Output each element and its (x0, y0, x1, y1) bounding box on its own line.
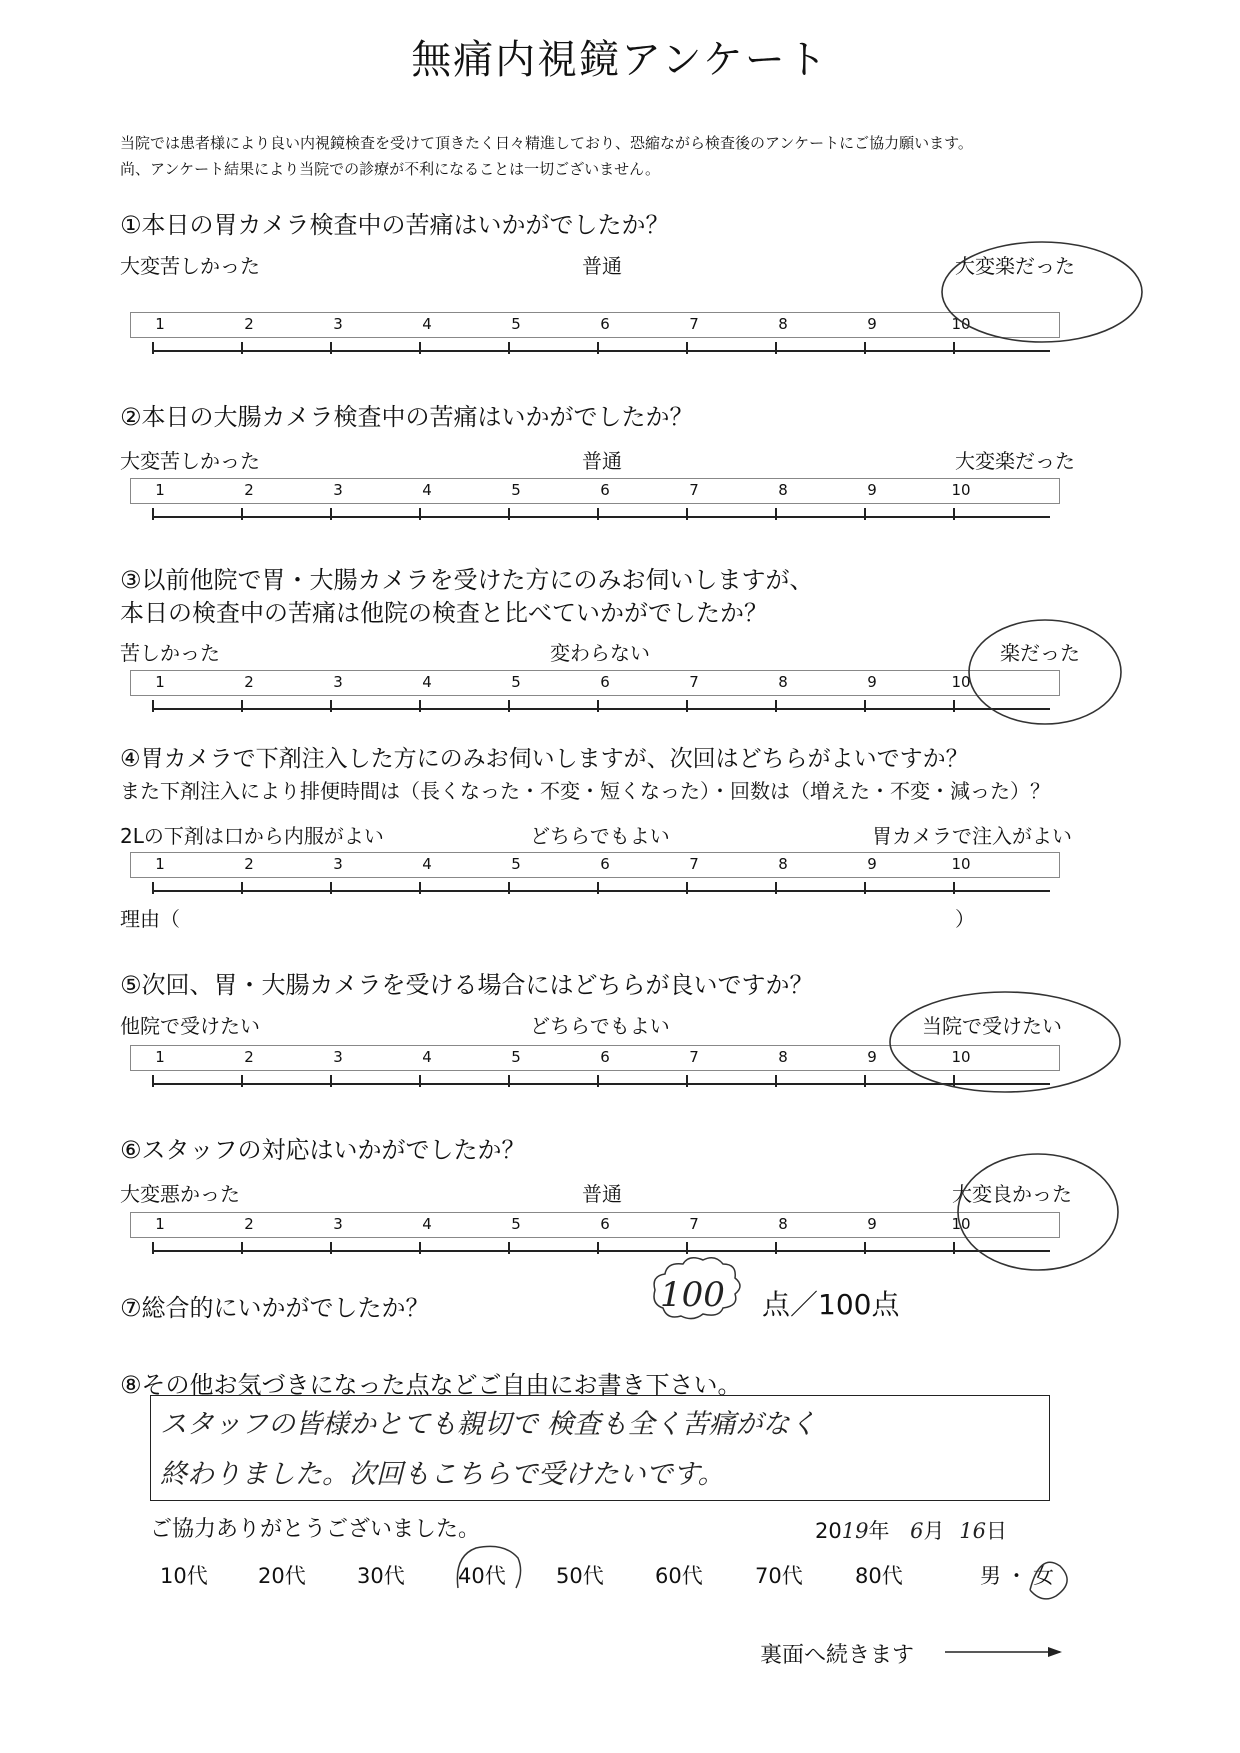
scale-tick (953, 882, 955, 894)
scale-tick (953, 1242, 955, 1254)
q2-rating-scale[interactable] (130, 478, 1060, 534)
q6-right-label: 大変良かった (952, 1182, 1072, 1206)
age-option[interactable]: 20代 (258, 1564, 306, 1588)
date-day-label: 日 (985, 1519, 1007, 1543)
scale-box (130, 1045, 1060, 1071)
q2-mid-label: 普通 (582, 449, 622, 473)
scale-number-10[interactable]: 10 (951, 315, 971, 333)
scale-tick (953, 342, 955, 354)
scale-tick (508, 700, 510, 712)
page-title: 無痛内視鏡アンケート (411, 37, 829, 83)
scale-number-6[interactable]: 6 (600, 1215, 610, 1233)
scale-number-8[interactable]: 8 (778, 481, 788, 499)
thanks-text: ご協力ありがとうございました。 (150, 1517, 481, 1542)
q5-right-label: 当院で受けたい (922, 1014, 1062, 1038)
q4-reason-label: 理由（ (120, 907, 180, 931)
scale-tick (953, 700, 955, 712)
scale-tick (241, 1075, 243, 1087)
scale-axis-line (152, 890, 1050, 892)
scale-axis-line (152, 1250, 1050, 1252)
gender-separator: ・ (1006, 1564, 1027, 1588)
scale-number-7[interactable]: 7 (689, 1215, 699, 1233)
scale-number-4[interactable]: 4 (422, 855, 432, 873)
scale-number-9[interactable]: 9 (867, 481, 877, 499)
scale-tick (419, 1242, 421, 1254)
date-field[interactable] (815, 1515, 1007, 1545)
scale-tick (508, 1075, 510, 1087)
comment-line-2: 終わりました。次回もこちらで受けたいです。 (160, 1459, 725, 1490)
scale-number-5[interactable]: 5 (511, 1215, 521, 1233)
q4-reason-close: ） (955, 907, 975, 931)
question-3-line-2: 本日の検査中の苦痛は他院の検査と比べていかがでしたか？ (120, 599, 768, 627)
scale-tick (597, 882, 599, 894)
scale-tick (597, 700, 599, 712)
q1-right-label: 大変楽だった (955, 254, 1075, 278)
scale-number-1[interactable]: 1 (155, 1215, 165, 1233)
intro-line-1: 当院では患者様により良い内視鏡検査を受けて頂きたく日々精進しており、恐縮ながら検査後のアンケートにご協力願います。 (120, 134, 973, 152)
q3-rating-scale[interactable] (130, 670, 1060, 726)
scale-tick (686, 700, 688, 712)
date-year: 19 (841, 1519, 869, 1543)
scale-tick (241, 700, 243, 712)
date-month-label: 月 (923, 1519, 945, 1543)
q3-left-label: 苦しかった (120, 641, 220, 665)
q4-rating-scale[interactable] (130, 852, 1060, 908)
q6-rating-scale[interactable] (130, 1212, 1060, 1268)
scale-number-4[interactable]: 4 (422, 481, 432, 499)
scale-tick (686, 882, 688, 894)
question-1: ①本日の胃カメラ検査中の苦痛はいかがでしたか？ (120, 211, 670, 239)
scale-number-3[interactable]: 3 (333, 315, 343, 333)
q4-reason-field[interactable] (185, 905, 945, 929)
question-3-line-1: ③以前他院で胃・大腸カメラを受けた方にのみお伺いしますが、 (120, 566, 814, 594)
scale-number-1[interactable]: 1 (155, 481, 165, 499)
question-6: ⑥スタッフの対応はいかがでしたか？ (120, 1136, 526, 1164)
scale-box (130, 1212, 1060, 1238)
scale-axis-line (152, 350, 1050, 352)
scale-number-3[interactable]: 3 (333, 855, 343, 873)
scale-tick (330, 342, 332, 354)
scale-number-3[interactable]: 3 (333, 481, 343, 499)
scale-tick (686, 342, 688, 354)
scale-box (130, 478, 1060, 504)
scale-axis-line (152, 708, 1050, 710)
scale-tick (508, 342, 510, 354)
question-4-line-2: また下剤注入により排便時間は（長くなった・不変・短くなった）・回数は（増えた・不変・減った）？ (120, 779, 1050, 803)
scale-tick (775, 882, 777, 894)
scale-number-3[interactable]: 3 (333, 1215, 343, 1233)
scale-number-7[interactable]: 7 (689, 673, 699, 691)
scale-number-8[interactable]: 8 (778, 855, 788, 873)
question-5: ⑤次回、胃・大腸カメラを受ける場合にはどちらが良いですか？ (120, 971, 814, 999)
q1-left-label: 大変苦しかった (120, 254, 260, 278)
scale-number-4[interactable]: 4 (422, 1048, 432, 1066)
scale-number-2[interactable]: 2 (244, 481, 254, 499)
scale-tick (330, 700, 332, 712)
scale-number-10[interactable]: 10 (951, 673, 971, 691)
scale-number-6[interactable]: 6 (600, 1048, 610, 1066)
scale-number-9[interactable]: 9 (867, 673, 877, 691)
scale-tick (864, 700, 866, 712)
scale-tick (686, 1242, 688, 1254)
comment-line-1: スタッフの皆様かとても親切で 検査も全く苦痛がなく (160, 1409, 817, 1440)
scale-number-10[interactable]: 10 (951, 481, 971, 499)
scale-tick (775, 342, 777, 354)
scale-tick (953, 508, 955, 520)
date-year-prefix: 20 (815, 1519, 842, 1543)
scale-number-4[interactable]: 4 (422, 1215, 432, 1233)
age-option[interactable]: 10代 (160, 1564, 208, 1588)
scale-number-10[interactable]: 10 (951, 1215, 971, 1233)
age-option[interactable]: 50代 (556, 1564, 604, 1588)
scale-tick (419, 700, 421, 712)
scale-tick (152, 1075, 154, 1087)
scale-number-6[interactable]: 6 (600, 315, 610, 333)
scale-number-8[interactable]: 8 (778, 1048, 788, 1066)
age-option-selected[interactable]: 40代 (458, 1564, 506, 1588)
scale-number-3[interactable]: 3 (333, 1048, 343, 1066)
scale-number-2[interactable]: 2 (244, 315, 254, 333)
date-year-label: 年 (868, 1519, 890, 1543)
scale-tick (330, 1075, 332, 1087)
question-2: ②本日の大腸カメラ検査中の苦痛はいかがでしたか？ (120, 403, 694, 431)
scale-number-5[interactable]: 5 (511, 481, 521, 499)
q1-rating-scale[interactable] (130, 312, 1060, 368)
q6-left-label: 大変悪かった (120, 1182, 240, 1206)
scale-tick (508, 882, 510, 894)
q3-mid-label: 変わらない (550, 641, 650, 665)
scale-tick (330, 1242, 332, 1254)
gender-male[interactable]: 男 (980, 1564, 1001, 1588)
scale-tick (597, 342, 599, 354)
scale-tick (419, 342, 421, 354)
scale-tick (419, 508, 421, 520)
age-option[interactable]: 60代 (655, 1564, 703, 1588)
scale-number-1[interactable]: 1 (155, 1048, 165, 1066)
q5-rating-scale[interactable] (130, 1045, 1060, 1101)
scale-tick (419, 882, 421, 894)
question-8: ⑧その他お気づきになった点などご自由にお書き下さい。 (120, 1371, 742, 1399)
scale-tick (775, 508, 777, 520)
scale-tick (864, 508, 866, 520)
age-option[interactable]: 70代 (755, 1564, 803, 1588)
q6-mid-label: 普通 (582, 1182, 622, 1206)
scale-tick (864, 1242, 866, 1254)
scale-tick (864, 882, 866, 894)
age-option[interactable]: 30代 (357, 1564, 405, 1588)
scale-number-2[interactable]: 2 (244, 855, 254, 873)
scale-number-9[interactable]: 9 (867, 855, 877, 873)
scale-tick (241, 882, 243, 894)
scale-number-4[interactable]: 4 (422, 315, 432, 333)
scale-tick (330, 882, 332, 894)
q3-right-label: 楽だった (1000, 641, 1080, 665)
scale-tick (241, 1242, 243, 1254)
scale-number-1[interactable]: 1 (155, 315, 165, 333)
scale-tick (597, 1242, 599, 1254)
scale-number-9[interactable]: 9 (867, 315, 877, 333)
question-4-line-1: ④胃カメラで下剤注入した方にのみお伺いしますが、次回はどちらがよいですか？ (120, 746, 969, 772)
scale-tick (597, 508, 599, 520)
scale-tick (775, 700, 777, 712)
q7-score-handwritten[interactable]: 100 (660, 1275, 725, 1315)
scale-tick (508, 508, 510, 520)
scale-number-9[interactable]: 9 (867, 1215, 877, 1233)
scale-number-2[interactable]: 2 (244, 1048, 254, 1066)
scale-box (130, 312, 1060, 338)
scale-number-2[interactable]: 2 (244, 1215, 254, 1233)
scale-number-4[interactable]: 4 (422, 673, 432, 691)
scale-number-6[interactable]: 6 (600, 855, 610, 873)
q4-mid-label: どちらでもよい (530, 824, 670, 848)
q2-right-label: 大変楽だった (955, 449, 1075, 473)
scale-tick (775, 1075, 777, 1087)
q7-score-suffix: 点／100点 (762, 1288, 900, 1321)
q4-right-label: 胃カメラで注入がよい (872, 824, 1072, 848)
footer-arrow-head (1048, 1647, 1062, 1657)
age-option[interactable]: 80代 (855, 1564, 903, 1588)
scale-number-10[interactable]: 10 (951, 855, 971, 873)
scale-number-7[interactable]: 7 (689, 855, 699, 873)
scale-tick (686, 508, 688, 520)
intro-line-2: 尚、アンケート結果により当院での診療が不利になることは一切ございません。 (120, 160, 661, 178)
scale-tick (152, 1242, 154, 1254)
scale-axis-line (152, 516, 1050, 518)
scale-tick (330, 508, 332, 520)
scale-tick (241, 342, 243, 354)
date-month: 6 (910, 1519, 924, 1543)
scale-box (130, 852, 1060, 878)
scale-tick (152, 882, 154, 894)
footer-text: 裏面へ続きます (760, 1643, 915, 1668)
scale-number-2[interactable]: 2 (244, 673, 254, 691)
scale-number-8[interactable]: 8 (778, 315, 788, 333)
q2-left-label: 大変苦しかった (120, 449, 260, 473)
scale-box (130, 670, 1060, 696)
scale-tick (864, 342, 866, 354)
scale-number-5[interactable]: 5 (511, 315, 521, 333)
scale-tick (419, 1075, 421, 1087)
scale-number-7[interactable]: 7 (689, 481, 699, 499)
scale-tick (152, 508, 154, 520)
scale-tick (953, 1075, 955, 1087)
gender-female-selected[interactable]: 女 (1033, 1564, 1054, 1588)
q1-mid-label: 普通 (582, 254, 622, 278)
scale-number-7[interactable]: 7 (689, 315, 699, 333)
scale-number-7[interactable]: 7 (689, 1048, 699, 1066)
scale-tick (241, 508, 243, 520)
q5-left-label: 他院で受けたい (120, 1014, 260, 1038)
scale-tick (775, 1242, 777, 1254)
scale-number-6[interactable]: 6 (600, 673, 610, 691)
scale-number-8[interactable]: 8 (778, 1215, 788, 1233)
scale-tick (508, 1242, 510, 1254)
scale-tick (597, 1075, 599, 1087)
scale-tick (152, 700, 154, 712)
scale-tick (152, 342, 154, 354)
scale-number-1[interactable]: 1 (155, 855, 165, 873)
scale-tick (686, 1075, 688, 1087)
scale-number-6[interactable]: 6 (600, 481, 610, 499)
q5-mid-label: どちらでもよい (530, 1014, 670, 1038)
question-7: ⑦総合的にいかがでしたか？ (120, 1294, 430, 1322)
date-day: 16 (959, 1519, 986, 1543)
scale-number-8[interactable]: 8 (778, 673, 788, 691)
scale-number-5[interactable]: 5 (511, 855, 521, 873)
scale-tick (864, 1075, 866, 1087)
scale-number-3[interactable]: 3 (333, 673, 343, 691)
q4-left-label: 2Lの下剤は口から内服がよい (120, 824, 384, 848)
scale-number-1[interactable]: 1 (155, 673, 165, 691)
scale-number-5[interactable]: 5 (511, 1048, 521, 1066)
scale-number-9[interactable]: 9 (867, 1048, 877, 1066)
scale-number-5[interactable]: 5 (511, 673, 521, 691)
scale-number-10[interactable]: 10 (951, 1048, 971, 1066)
scale-axis-line (152, 1083, 1050, 1085)
